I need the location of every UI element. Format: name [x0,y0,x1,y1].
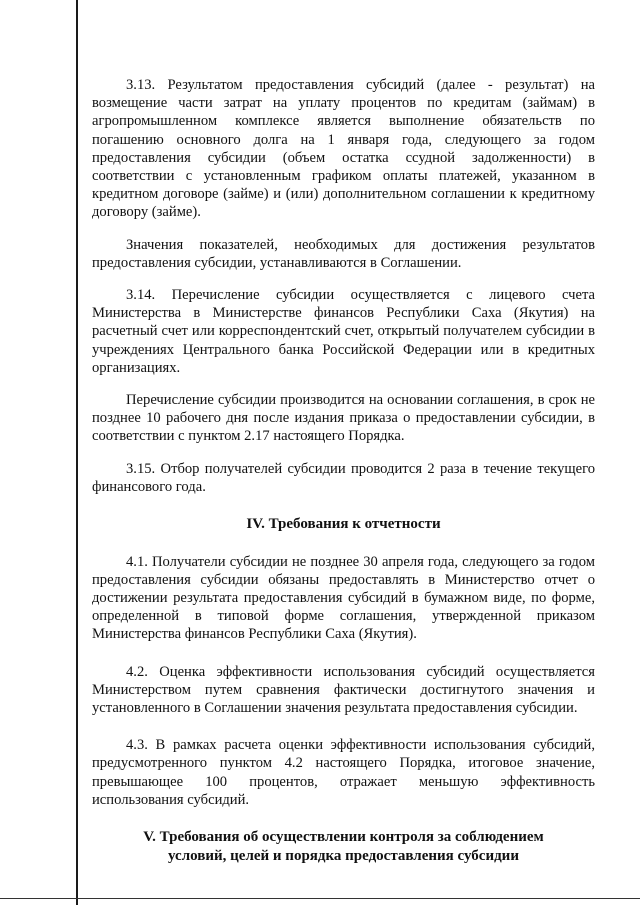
paragraph-3-13: 3.13. Результатом предоставления субсидий (далее - результат) на возмещение части затрат на уплату процентов по кредитам (займам) в агропромышленном комплексе является выполнение обязательств по погашению основного долга на 1 января года, следующего за годом предоставления субсидии (объем остатка ссудной задолженности) в соответствии с установленным графиком оплаты платежей, указанном в кредитном договоре (займе) и (или) дополнительном соглашении к кредитному договору (займе). [92,77,595,221]
document-body [92,76,595,865]
paragraph-3-15: 3.15. Отбор получателей субсидии проводится 2 раза в течение текущего финансового года. [92,460,595,495]
paragraph-4-1: 4.1. Получатели субсидии не позднее 30 апреля года, следующего за годом предоставления субсидии обязаны предоставлять в Министерство отчет о достижении результата предоставления субсидий в бумажном виде, по форме, определенной в типовой форме соглашения, утвержденной приказом Министерства финансов Республики Саха (Якутия). [92,553,595,643]
page-bottom-line [0,898,640,899]
section-5-heading-line-1: V. Требования об осуществлении контроля за соблюдением [143,829,544,845]
paragraph-4-3: 4.3. В рамках расчета оценки эффективности использования субсидий, предусмотренного пунктом 4.2 настоящего Порядка, итоговое значение, превышающее 100 процентов, отражает меньшую эффективность использования субсидий. [92,737,595,808]
section-4-heading: IV. Требования к отчетности [246,516,441,533]
paragraph-3-13-indicators: Значения показателей, необходимых для достижения результатов предоставления субсидии, устанавливаются в Соглашении. [92,236,595,271]
paragraph-4-2: 4.2. Оценка эффективности использования субсидий осуществляется Министерством путем сравнения фактически достигнутого значения и установленного в Соглашении значения результата предоставления субсидии. [92,663,595,716]
paragraph-3-14: 3.14. Перечисление субсидии осуществляется с лицевого счета Министерства в Министерстве финансов Республики Саха (Якутия) на расчетный счет или корреспондентский счет, открытый получателем субсидии в учреждениях Центрального банка Российской Федерации или в кредитных организациях. [92,287,595,376]
binding-margin-line [76,0,78,905]
paragraph-3-14-transfer: Перечисление субсидии производится на основании соглашения, в срок не позднее 10 рабочего дня после издания приказа о предоставлении субсидии, в соответствии с пунктом 2.17 настоящего Порядка. [92,392,595,445]
section-5-heading-line-2: условий, целей и порядка предоставления субсидии [168,847,519,864]
